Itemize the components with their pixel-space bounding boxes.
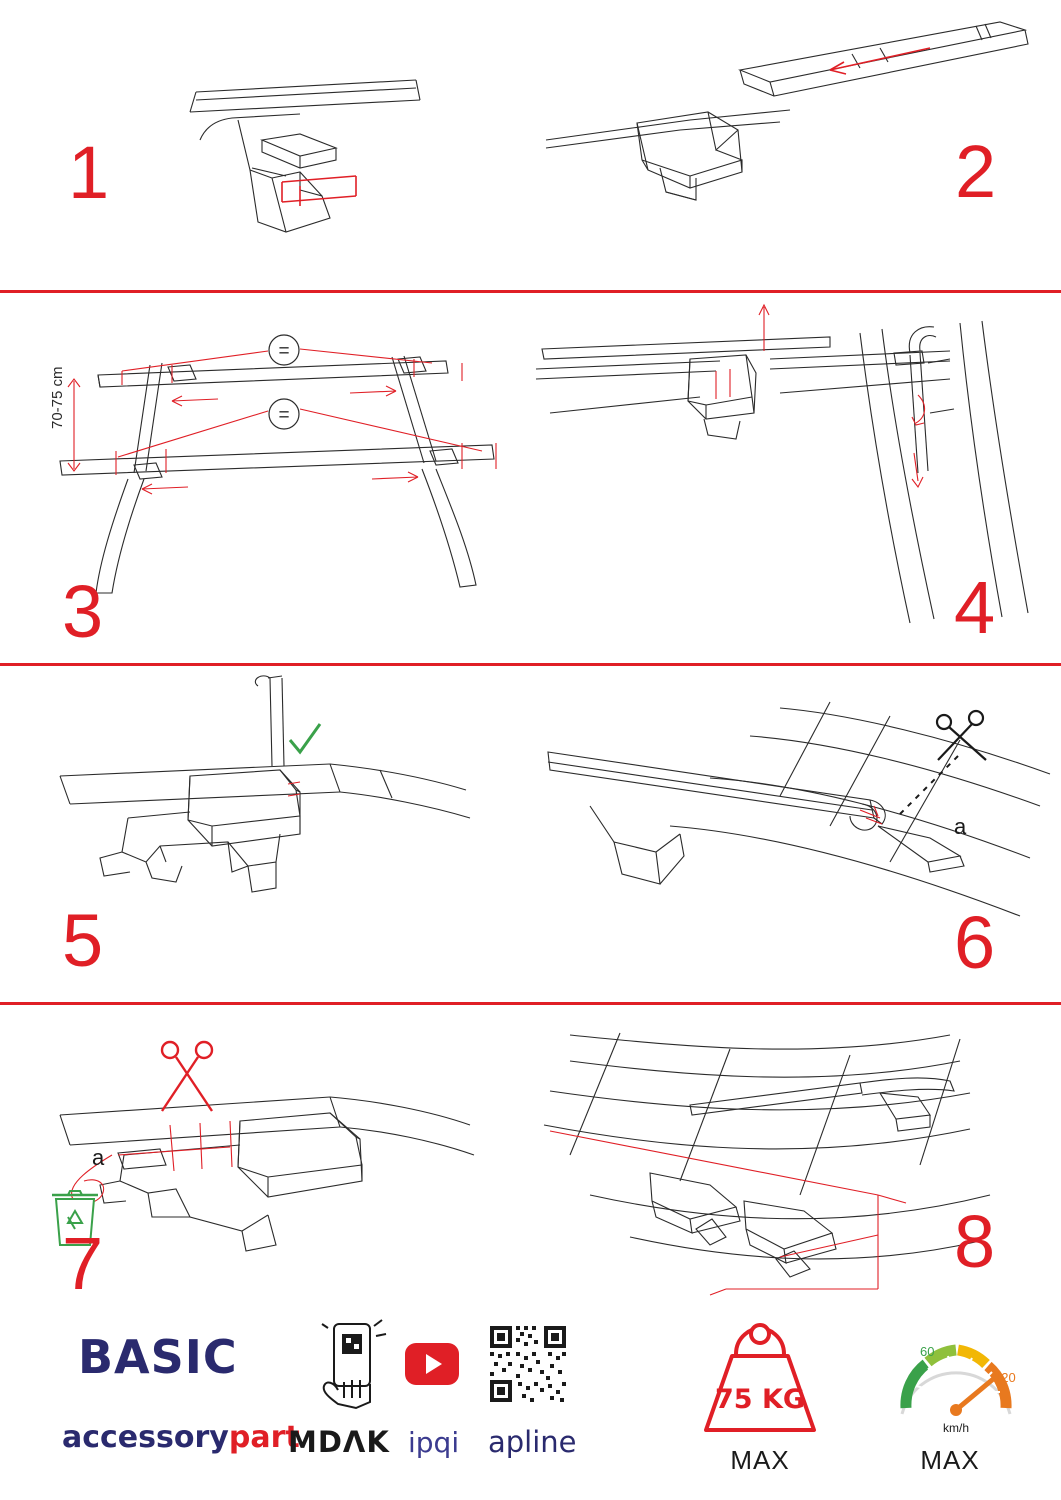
- brand-part-text: part: [228, 1420, 300, 1455]
- apline-ap: apline: [488, 1425, 577, 1459]
- step-1-number: 1: [68, 131, 110, 214]
- step-6-callout-a: a: [954, 814, 967, 839]
- weight-value: 75 KG: [714, 1384, 806, 1415]
- step-7-panel: [0, 1005, 530, 1305]
- step-5-number: 5: [62, 899, 104, 982]
- step-7-callout-a: a: [92, 1145, 105, 1170]
- step-6-panel: [530, 666, 1061, 1002]
- youtube-play-icon[interactable]: [404, 1342, 460, 1386]
- step-4-number: 4: [954, 566, 996, 649]
- svg-text:=: =: [278, 341, 290, 362]
- speed-max-caption: MAX: [920, 1445, 980, 1475]
- step-3-panel: [0, 293, 530, 663]
- steps-row-3: [0, 666, 1061, 1002]
- brand-accessory-text: accessory: [62, 1420, 229, 1455]
- step-2-panel: [530, 0, 1061, 290]
- step-6-number: 6: [954, 901, 996, 984]
- mdak-logo-label: MDΛK: [288, 1425, 390, 1459]
- scissors-icon: [937, 711, 986, 760]
- weight-kettlebell-icon: [692, 1320, 828, 1440]
- step-2-number: 2: [955, 130, 997, 213]
- step-1-panel: [0, 0, 530, 290]
- footer: [0, 1300, 1061, 1500]
- svg-text:=: =: [278, 405, 290, 426]
- scissors-icon: [162, 1042, 212, 1111]
- step-8-number: 8: [954, 1200, 996, 1283]
- step-5-panel: [0, 666, 530, 1002]
- step-7-number: 7: [62, 1222, 104, 1305]
- steps-row-2: [0, 293, 1061, 663]
- step-8-panel: [530, 1005, 1061, 1300]
- weight-max-caption: MAX: [730, 1445, 790, 1475]
- speed-tick-120: 120: [994, 1370, 1016, 1385]
- step-3-dimension-label: 70-75 cm: [49, 366, 66, 429]
- hand-holding-phone-qr-icon: [312, 1318, 392, 1418]
- speedometer-icon: [886, 1318, 1026, 1442]
- speed-tick-60: 60: [920, 1344, 935, 1359]
- apline-logo-label: [488, 1425, 577, 1459]
- step-4-panel: [530, 293, 1061, 663]
- ipqi-logo-label: ipqi: [408, 1426, 460, 1459]
- brand-accessorypart-logo: [62, 1420, 300, 1455]
- speed-unit: km/h: [942, 1421, 970, 1435]
- steps-row-1: [0, 0, 1061, 290]
- step-3-number: 3: [62, 570, 104, 653]
- brand-basic-logo: BASIC: [78, 1330, 238, 1384]
- qr-code-icon: [488, 1324, 568, 1404]
- steps-row-4: [0, 1005, 1061, 1305]
